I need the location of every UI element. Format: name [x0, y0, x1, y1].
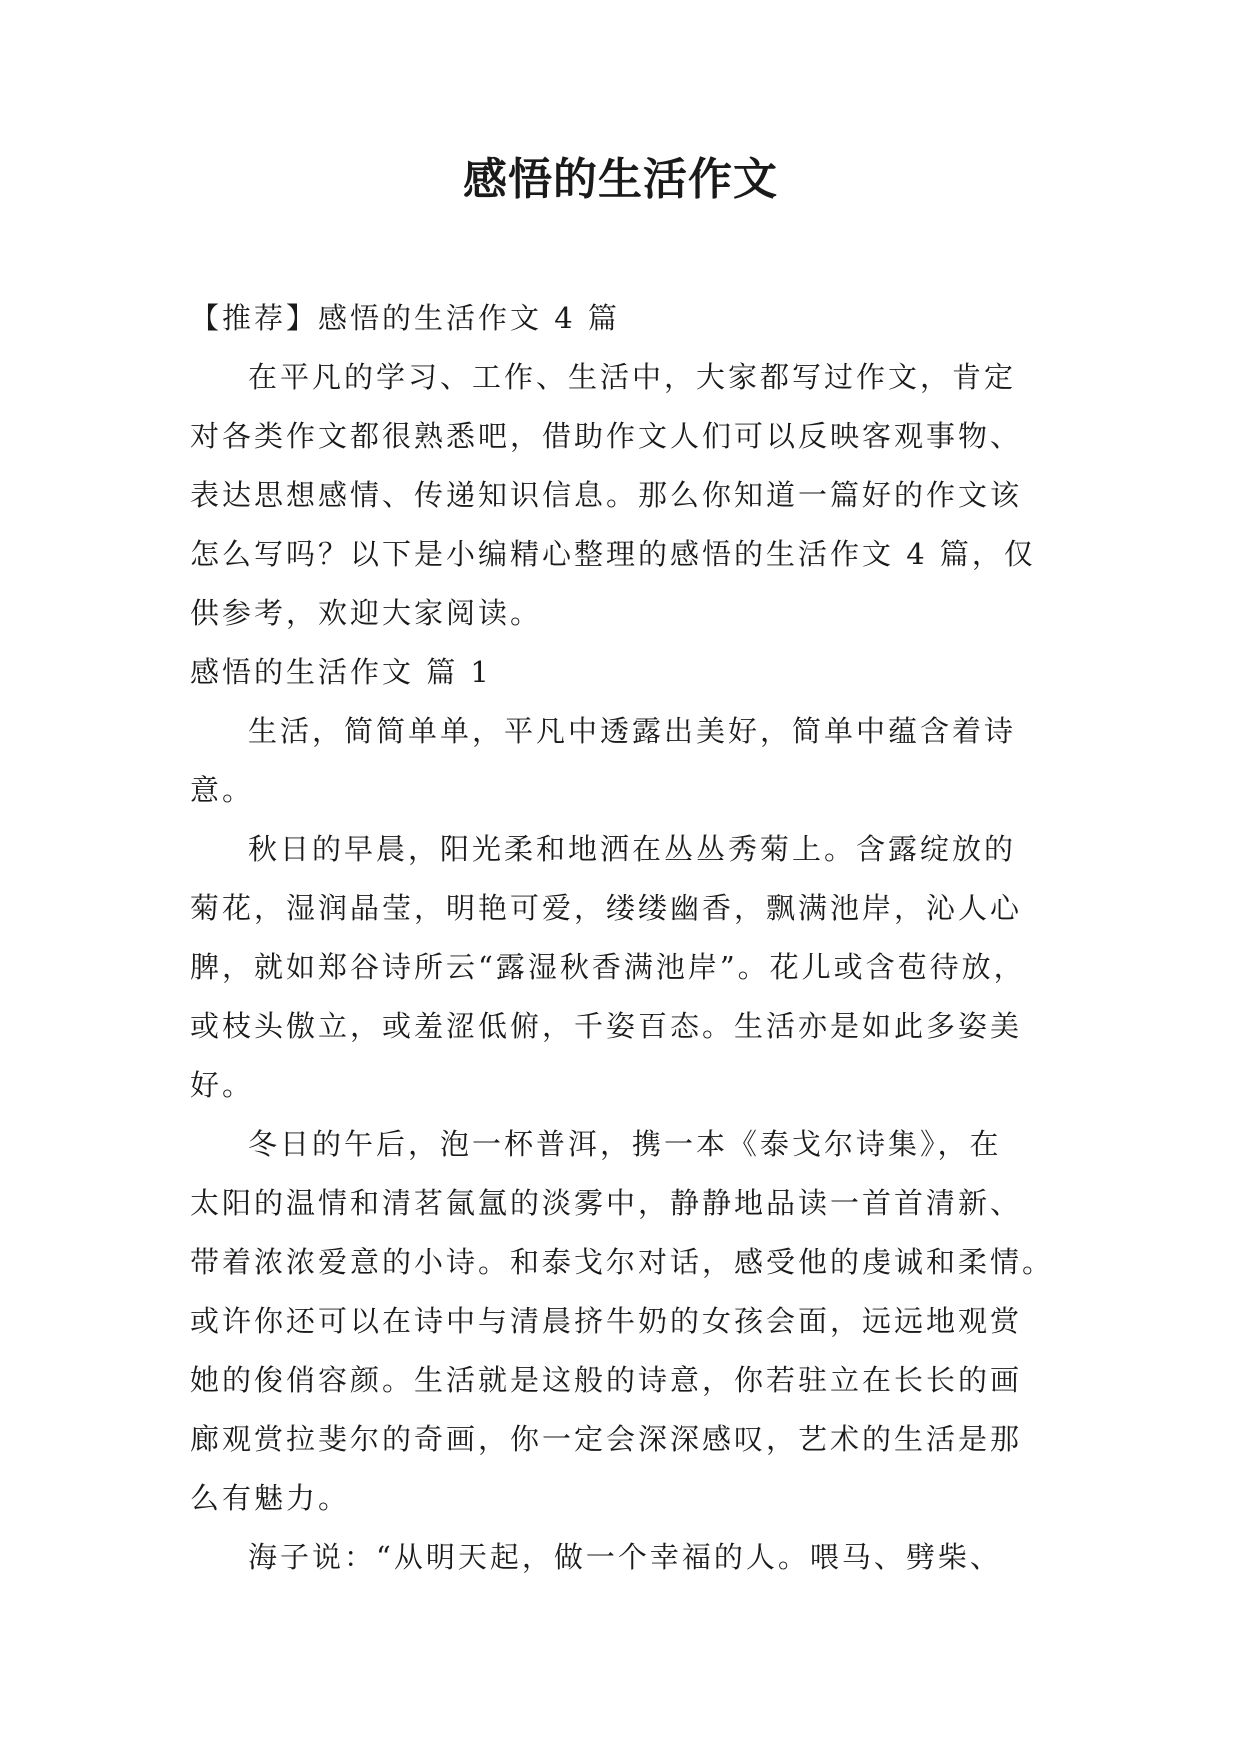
text-line: 在平凡的学习、工作、生活中，大家都写过作文，肯定 [248, 360, 1017, 394]
text-line: 脾，就如郑谷诗所云“露湿秋香满池岸”。花儿或含苞待放， [190, 950, 1026, 984]
text-line: 意。 [190, 773, 255, 807]
text-line: 或许你还可以在诗中与清晨挤牛奶的女孩会面，远远地观赏 [190, 1304, 1023, 1338]
text-line: 冬日的午后，泡一杯普洱，携一本《泰戈尔诗集》，在 [248, 1127, 1002, 1161]
text-line: 廊观赏拉斐尔的奇画，你一定会深深感叹，艺术的生活是那 [190, 1422, 1023, 1456]
paragraph-3 [190, 1115, 1060, 1528]
section-heading: 感悟的生活作文 篇 1 [190, 655, 492, 689]
text-line: 海子说：“从明天起，做一个幸福的人。喂马、劈柴、 [248, 1540, 1002, 1574]
text-line: 带着浓浓爱意的小诗。和泰戈尔对话，感受他的虔诚和柔情。 [190, 1245, 1055, 1279]
text-line: 她的俊俏容颜。生活就是这般的诗意，你若驻立在长长的画 [190, 1363, 1023, 1397]
intro-paragraph [190, 348, 1060, 643]
paragraph-1 [190, 702, 1060, 820]
paragraph-4 [190, 1528, 1060, 1587]
text-line: 生活，简简单单，平凡中透露出美好，简单中蕴含着诗 [248, 714, 1017, 748]
text-line: 供参考，欢迎大家阅读。 [190, 596, 543, 630]
text-line: 么有魅力。 [190, 1481, 351, 1515]
text-line: 秋日的早晨，阳光柔和地洒在丛丛秀菊上。含露绽放的 [248, 832, 1017, 866]
text-line: 太阳的温情和清茗氤氲的淡雾中，静静地品读一首首清新、 [190, 1186, 1023, 1220]
subtitle-line: 【推荐】感悟的生活作文 4 篇 [190, 301, 620, 335]
text-line: 表达思想感情、传递知识信息。那么你知道一篇好的作文该 [190, 478, 1023, 512]
document-title: 感悟的生活作文 [463, 154, 778, 205]
text-line: 怎么写吗？以下是小编精心整理的感悟的生活作文 4 篇，仅 [190, 537, 1036, 571]
text-line: 好。 [190, 1068, 255, 1102]
paragraph-2 [190, 820, 1060, 1115]
text-line: 对各类作文都很熟悉吧，借助作文人们可以反映客观事物、 [190, 419, 1023, 453]
document-body [190, 289, 1060, 1587]
text-line: 或枝头傲立，或羞涩低俯，千姿百态。生活亦是如此多姿美 [190, 1009, 1023, 1043]
text-line: 菊花，湿润晶莹，明艳可爱，缕缕幽香，飘满池岸，沁人心 [190, 891, 1023, 925]
